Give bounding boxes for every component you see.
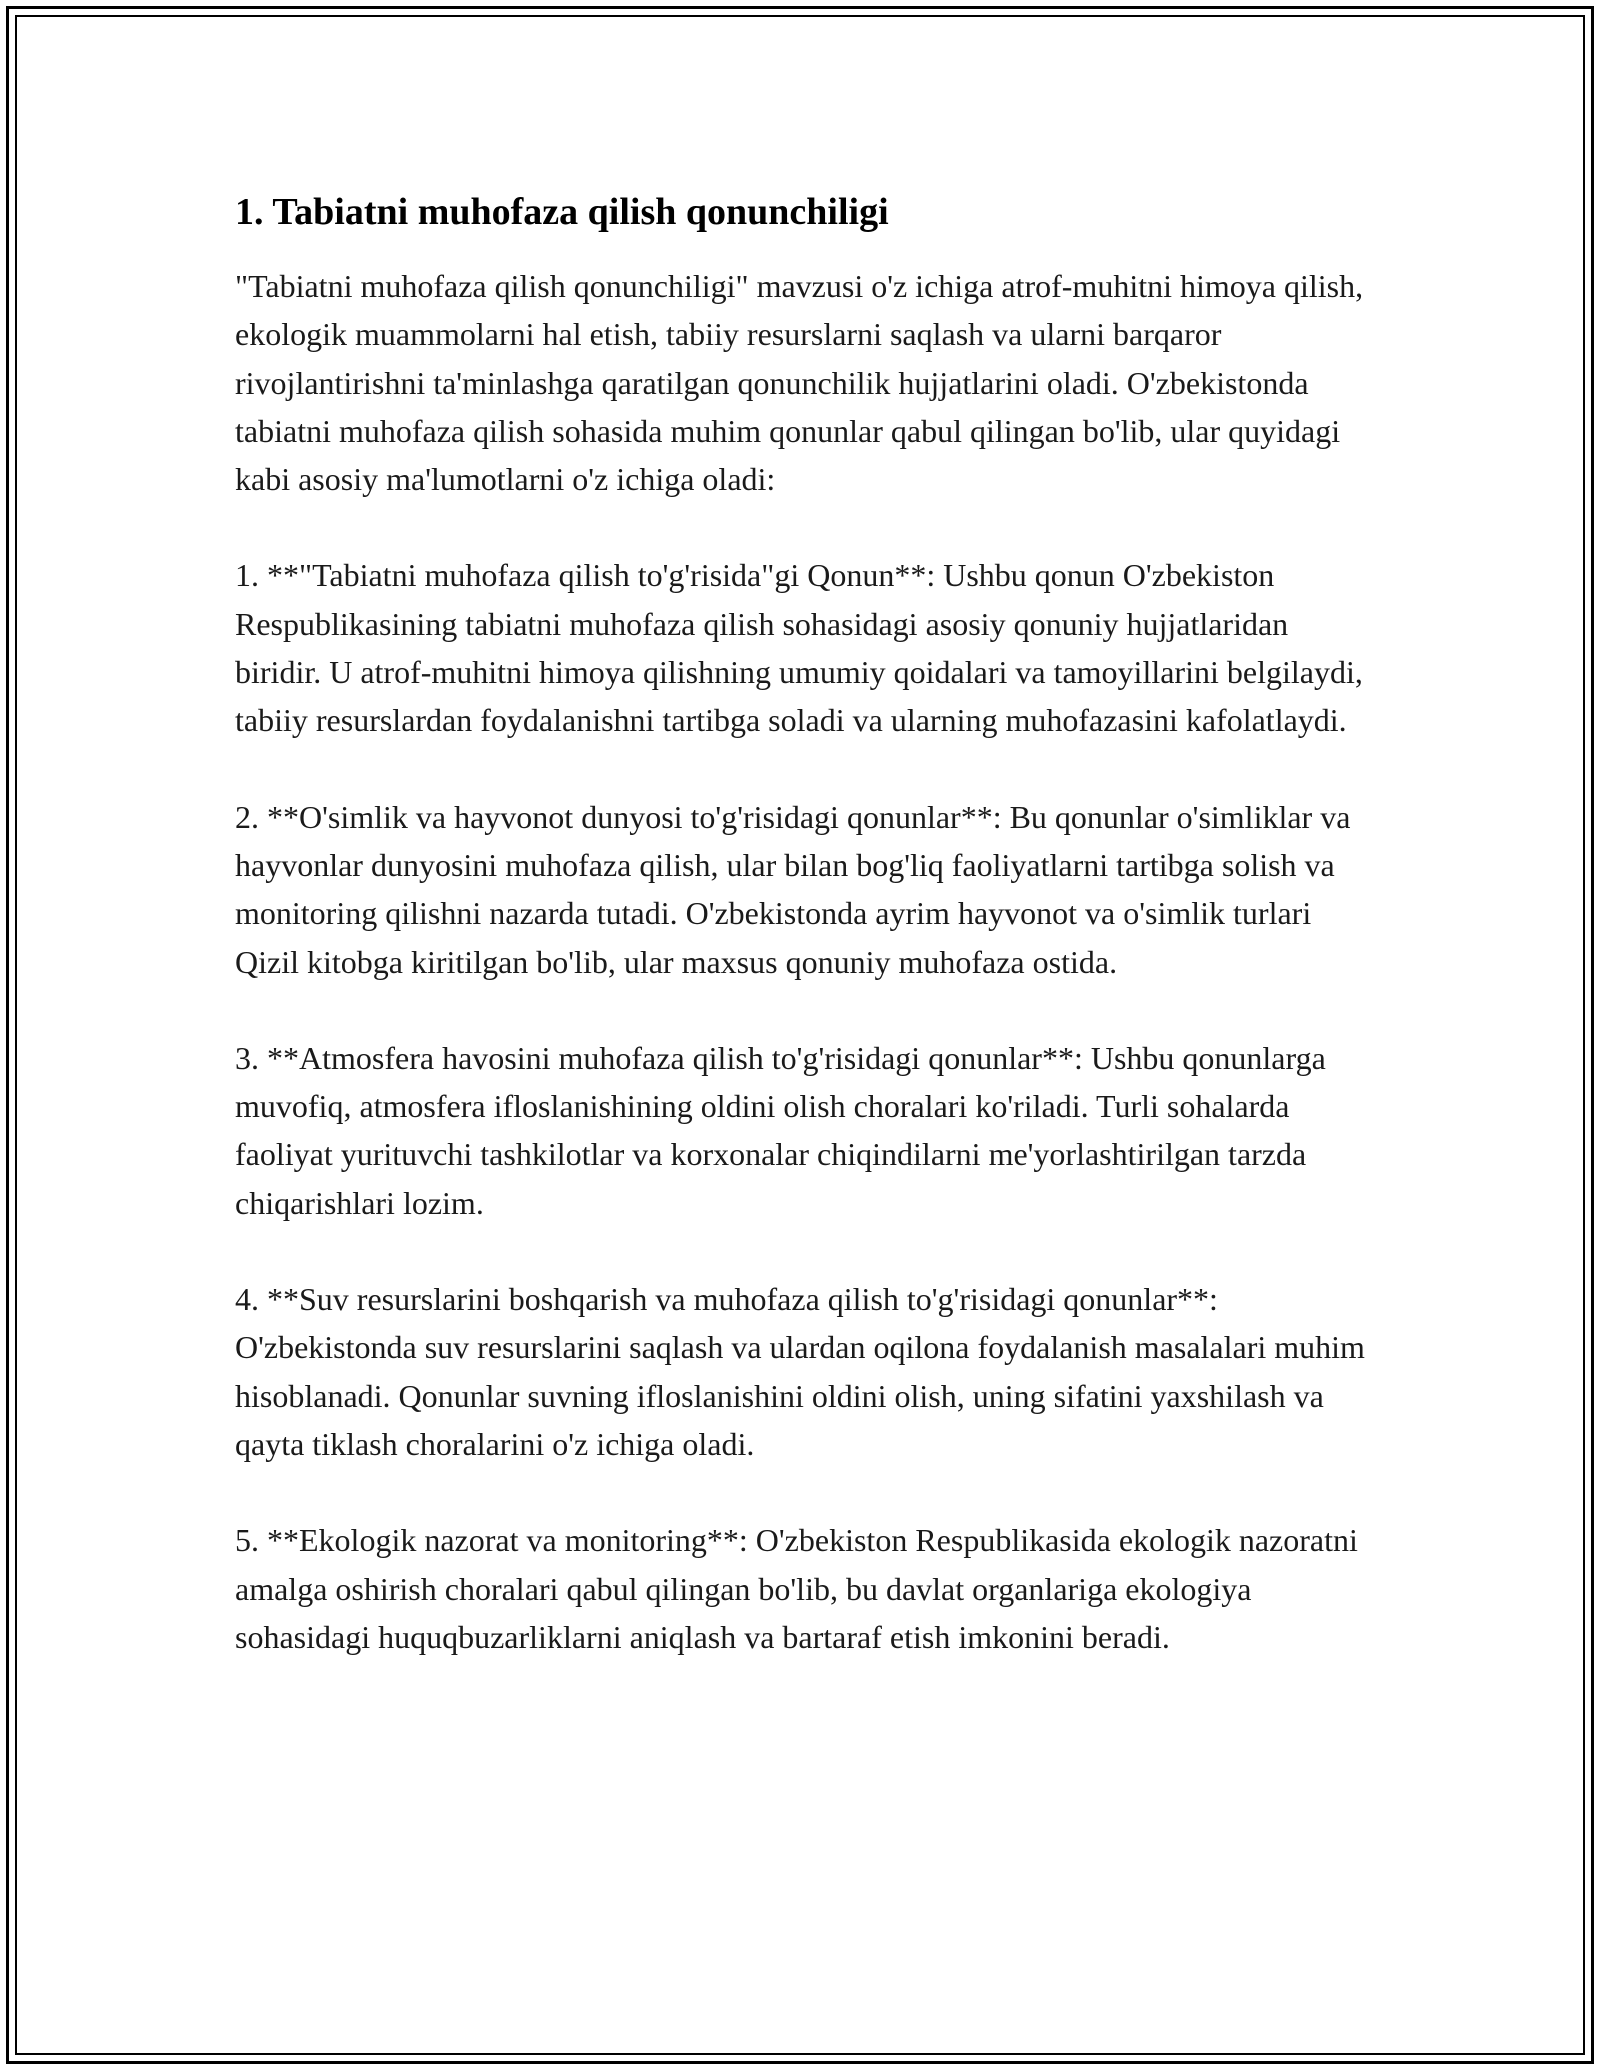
law-item-2-paragraph: 2. **O'simlik va hayvonot dunyosi to'g'risidagi qonunlar**: Bu qonunlar o'simliklar va hayvonlar dunyosini muhofaza qilish, ular bilan bog'liq faoliyatlarni tartibga solish va monitoring qilishni nazarda tutadi. O'zbekistonda ayrim hayvonot va o'simlik turlari Qizil kitobga kiritilgan bo'lib, ular maxsus qonuniy muhofaza ostida.: [235, 798, 1351, 980]
law-item-1-paragraph: 1. **"Tabiatni muhofaza qilish to'g'risida"gi Qonun**: Ushbu qonun O'zbekiston Respublikasining tabiatni muhofaza qilish sohasidagi asosiy qonuniy hujjatlaridan biridir. U atrof-muhitni himoya qilishning umumiy qoidalari va tamoyillarini belgilaydi, tabiiy resurslardan foydalanishni tartibga soladi va ularning muhofazasini kafolatlaydi.: [235, 557, 1363, 739]
intro-paragraph: "Tabiatni muhofaza qilish qonunchiligi" mavzusi o'z ichiga atrof-muhitni himoya qilish, ekologik muammolarni hal etish, tabiiy resurslarni saqlash va ularni barqaror rivojlantirishni ta'minlashga qaratilgan qonunchilik hujjatlarini oladi. O'zbekistonda tabiatni muhofaza qilish sohasida muhim qonunlar qabul qilingan bo'lib, ular quyidagi kabi asosiy ma'lumotlarni o'z ichiga oladi:: [235, 268, 1364, 498]
law-item-4-paragraph: 4. **Suv resurslarini boshqarish va muhofaza qilish to'g'risidagi qonunlar**: O'zbekistonda suv resurslarini saqlash va ulardan oqilona foydalanish masalalari muhim hisoblanadi. Qonunlar suvning ifloslanishini oldini olish, uning sifatini yaxshilash va qayta tiklash choralarini o'z ichiga oladi.: [235, 1281, 1365, 1462]
law-item-3-paragraph: 3. **Atmosfera havosini muhofaza qilish to'g'risidagi qonunlar**: Ushbu qonunlarga muvofiq, atmosfera ifloslanishining oldini olish choralari ko'riladi. Turli sohalarda faoliyat yurituvchi tashkilotlar va korxonalar chiqindilarni me'yorlashtirilgan tarzda chiqarishlari lozim.: [235, 1039, 1326, 1221]
law-item-5-paragraph: 5. **Ekologik nazorat va monitoring**: O'zbekiston Respublikasida ekologik nazoratni amalga oshirish choralari qabul qilingan bo'lib, bu davlat organlariga ekologiya sohasidagi huquqbuzarliklarni aniqlash va bartaraf etish imkonini beradi.: [235, 1522, 1358, 1655]
document-body: [235, 188, 1370, 1709]
document-title: 1. Tabiatni muhofaza qilish qonunchiligi: [235, 191, 889, 233]
